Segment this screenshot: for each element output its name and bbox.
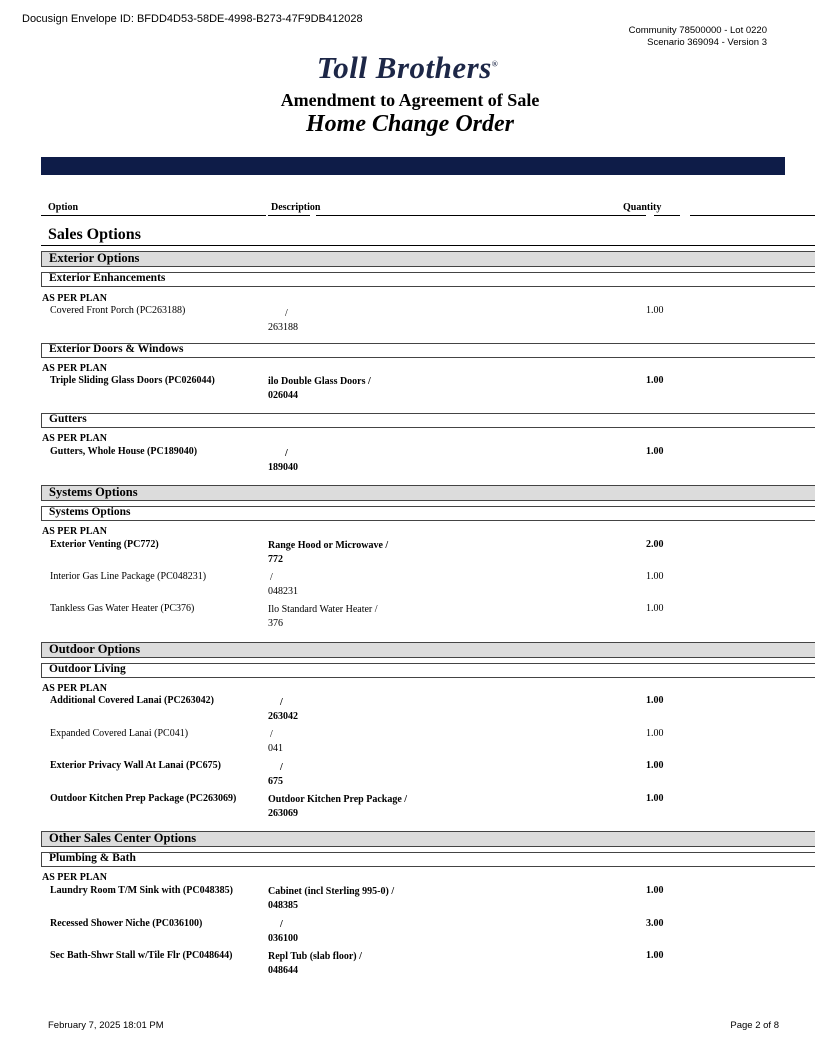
option-name: Triple Sliding Glass Doors (PC026044): [50, 375, 215, 386]
option-name: Gutters, Whole House (PC189040): [50, 446, 198, 457]
subgroup-header-exterior-enhancements: Exterior Enhancements: [41, 272, 815, 287]
toll-brothers-logo: [0, 50, 815, 86]
option-description: Range Hood or Microwave / 772: [268, 540, 389, 565]
option-quantity: 1.00: [646, 760, 664, 771]
community-lot: Community 78500000 - Lot 0220: [628, 25, 767, 36]
subgroup-header-gutters: Gutters: [41, 413, 815, 428]
option-name: Exterior Privacy Wall At Lanai (PC675): [50, 760, 222, 771]
option-description: Repl Tub (slab floor) / 048644: [268, 951, 362, 976]
option-description: / 263188: [268, 308, 298, 333]
column-header-option: Option: [48, 202, 79, 213]
group-header-exterior-options: Exterior Options: [41, 251, 815, 267]
option-quantity: 1.00: [646, 885, 664, 896]
group-header-other-sales-center-options: Other Sales Center Options: [41, 831, 815, 847]
subgroup-header-exterior-doors-windows: Exterior Doors & Windows: [41, 343, 815, 358]
option-quantity: 1.00: [646, 446, 664, 457]
column-underline: [690, 215, 815, 216]
subgroup-header-systems-options: Systems Options: [41, 506, 815, 521]
option-name: Additional Covered Lanai (PC263042): [50, 695, 214, 706]
envelope-id: Docusign Envelope ID: BFDD4D53-58DE-4998-B273-47F9DB412028: [22, 13, 363, 25]
as-per-plan-label: AS PER PLAN: [42, 363, 108, 374]
column-underline: [41, 215, 266, 216]
option-name: Interior Gas Line Package (PC048231): [50, 571, 207, 582]
option-description: ilo Double Glass Doors / 026044: [268, 376, 371, 401]
option-description: / 048231: [268, 572, 298, 597]
option-description: / 189040: [268, 448, 298, 473]
subgroup-header-plumbing-bath: Plumbing & Bath: [41, 852, 815, 867]
option-quantity: 1.00: [646, 375, 664, 386]
option-description: / 041: [268, 729, 283, 754]
column-underline: [316, 215, 646, 216]
option-description: Cabinet (incl Sterling 995-0) / 048385: [268, 886, 395, 911]
option-name: Covered Front Porch (PC263188): [50, 305, 186, 316]
option-description: Outdoor Kitchen Prep Package / 263069: [268, 794, 408, 819]
option-quantity: 2.00: [646, 539, 664, 550]
footer-timestamp: February 7, 2025 18:01 PM: [48, 1020, 164, 1031]
option-description: Ilo Standard Water Heater / 376: [268, 604, 378, 629]
section-rule: [41, 245, 815, 246]
logo-text: Toll Brothers: [316, 50, 492, 85]
as-per-plan-label: AS PER PLAN: [42, 433, 108, 444]
column-header-description: Description: [271, 202, 321, 213]
group-header-systems-options: Systems Options: [41, 485, 815, 501]
group-header-outdoor-options: Outdoor Options: [41, 642, 815, 658]
option-name: Tankless Gas Water Heater (PC376): [50, 603, 195, 614]
as-per-plan-label: AS PER PLAN: [42, 683, 108, 694]
column-underline: [268, 215, 310, 216]
option-quantity: 3.00: [646, 918, 664, 929]
as-per-plan-label: AS PER PLAN: [42, 293, 108, 304]
option-name: Sec Bath-Shwr Stall w/Tile Flr (PC048644): [50, 950, 233, 961]
registered-mark: ®: [491, 59, 499, 69]
option-quantity: 1.00: [646, 728, 664, 739]
option-name: Exterior Venting (PC772): [50, 539, 159, 550]
column-header-quantity: Quantity: [623, 202, 662, 213]
as-per-plan-label: AS PER PLAN: [42, 872, 108, 883]
option-description: / 263042: [268, 697, 298, 722]
option-quantity: 1.00: [646, 603, 664, 614]
option-name: Expanded Covered Lanai (PC041): [50, 728, 189, 739]
option-description: / 675: [268, 762, 283, 787]
column-underline: [654, 215, 680, 216]
header-divider-bar: [41, 157, 785, 175]
option-description: / 036100: [268, 919, 298, 944]
option-name: Laundry Room T/M Sink with (PC048385): [50, 885, 233, 896]
option-quantity: 1.00: [646, 793, 664, 804]
document-subtitle: Home Change Order: [305, 111, 514, 137]
scenario-version: Scenario 369094 - Version 3: [647, 37, 767, 48]
subgroup-header-outdoor-living: Outdoor Living: [41, 663, 815, 678]
option-quantity: 1.00: [646, 950, 664, 961]
section-title: Sales Options: [48, 226, 141, 243]
option-name: Outdoor Kitchen Prep Package (PC263069): [50, 793, 237, 804]
document-title: Amendment to Agreement of Sale: [280, 90, 540, 110]
as-per-plan-label: AS PER PLAN: [42, 526, 108, 537]
option-quantity: 1.00: [646, 305, 664, 316]
option-name: Recessed Shower Niche (PC036100): [50, 918, 203, 929]
option-quantity: 1.00: [646, 571, 664, 582]
footer-page-number: Page 2 of 8: [730, 1020, 779, 1031]
option-quantity: 1.00: [646, 695, 664, 706]
